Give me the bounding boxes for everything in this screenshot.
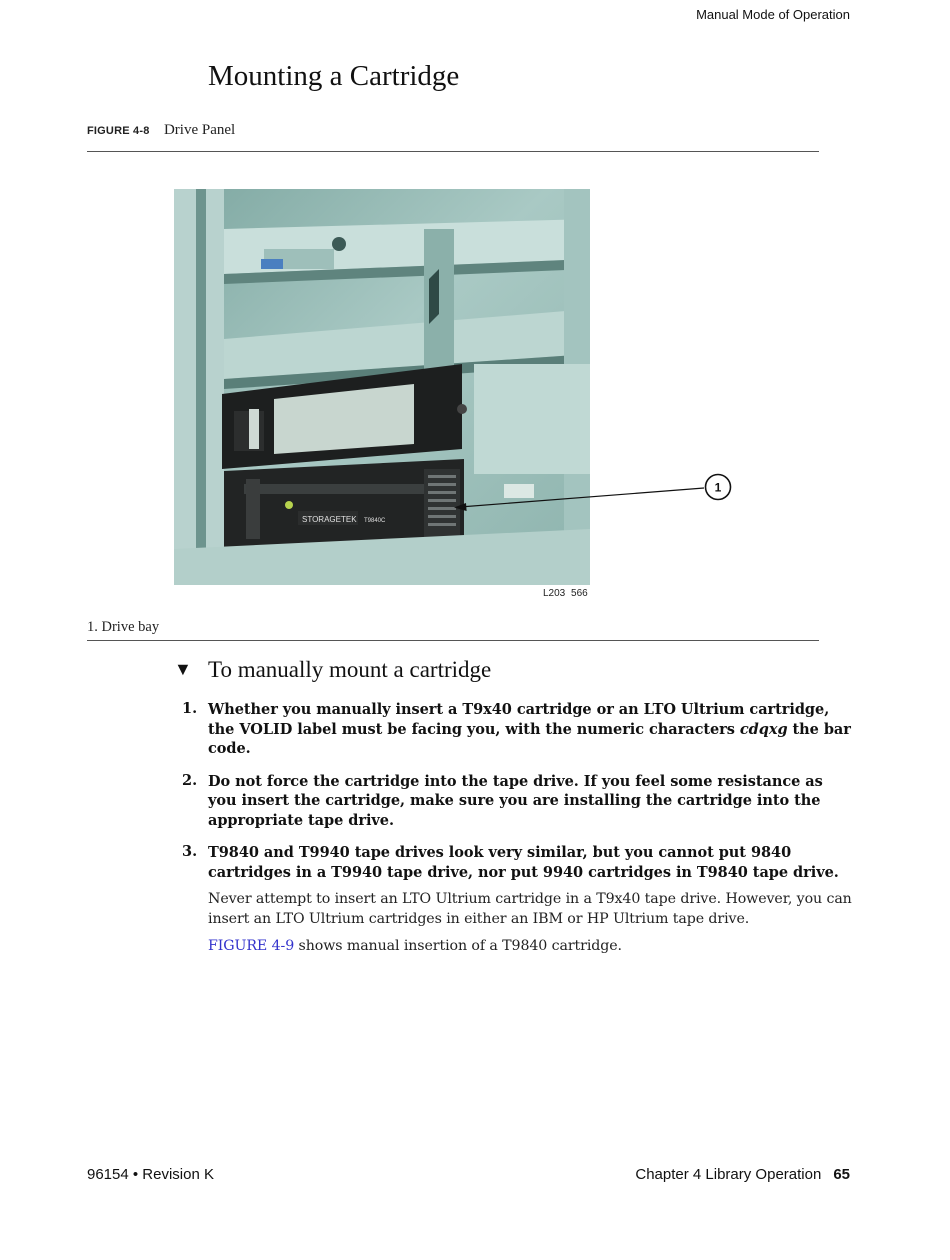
step-text: T9840 and T9940 tape drives look very similar, but you cannot put 9840 cartridges in a T9940 tape drive, nor put 9940 cartridges in T9840 tape drive. (208, 844, 839, 881)
step-2 (182, 772, 852, 831)
procedure-heading-text: To manually mount a cartridge (208, 657, 492, 682)
drive-panel-photo (174, 189, 590, 585)
step-number: 1. (182, 700, 198, 717)
step-text (208, 700, 852, 759)
callout-number: 1 (714, 480, 722, 495)
step-number: 3. (182, 843, 198, 860)
footer-chapter-title: Chapter 4 Library Operation (635, 1166, 822, 1183)
callout (440, 470, 740, 520)
figure-image-id: L203 566 (543, 588, 588, 599)
step-3 (182, 843, 852, 957)
running-header: Manual Mode of Operation (696, 7, 850, 22)
figure-bottom-rule (87, 640, 819, 641)
footer-chapter (635, 1166, 850, 1183)
figure-top-rule (87, 151, 819, 152)
page-number: 65 (833, 1166, 850, 1183)
step-text: Do not force the cartridge into the tape drive. If you feel some resistance as you insert the cartridge, make sure you are installing the cartridge into the appropriate tape drive. (208, 772, 823, 829)
footer-revision: 96154 • Revision K (87, 1166, 214, 1183)
figure-label: FIGURE 4-8 (87, 125, 150, 137)
step-number: 2. (182, 771, 198, 789)
figure-4-9-link[interactable]: FIGURE 4-9 (208, 938, 295, 954)
step-text-part: the bar code. (208, 720, 851, 757)
step-emphasis: cdqxg (739, 720, 788, 738)
procedure-steps (182, 700, 852, 970)
xref-text: shows manual insertion of a T9840 cartridge. (294, 938, 622, 954)
triangle-bullet-icon: ▼ (174, 659, 192, 679)
step-text-part: Whether you manually insert a T9x40 cartridge or an LTO Ultrium cartridge, the VOLID label must be facing you, with the numeric characters (208, 701, 830, 738)
figure-legend: 1. Drive bay (87, 619, 160, 635)
step-note: Never attempt to insert an LTO Ultrium cartridge in a T9x40 tape drive. However, you can insert an LTO Ultrium cartridges in either an IBM or HP Ultrium tape drive. (208, 891, 852, 927)
figure-caption (87, 122, 235, 139)
drive-model-label: T9840C (364, 518, 386, 524)
procedure-heading (174, 657, 491, 683)
page-title: Mounting a Cartridge (208, 60, 460, 92)
drive-brand-label: STORAGETEK (302, 515, 357, 524)
step-xref-paragraph (208, 937, 852, 957)
step-1 (182, 700, 852, 759)
figure-title: Drive Panel (163, 122, 236, 138)
